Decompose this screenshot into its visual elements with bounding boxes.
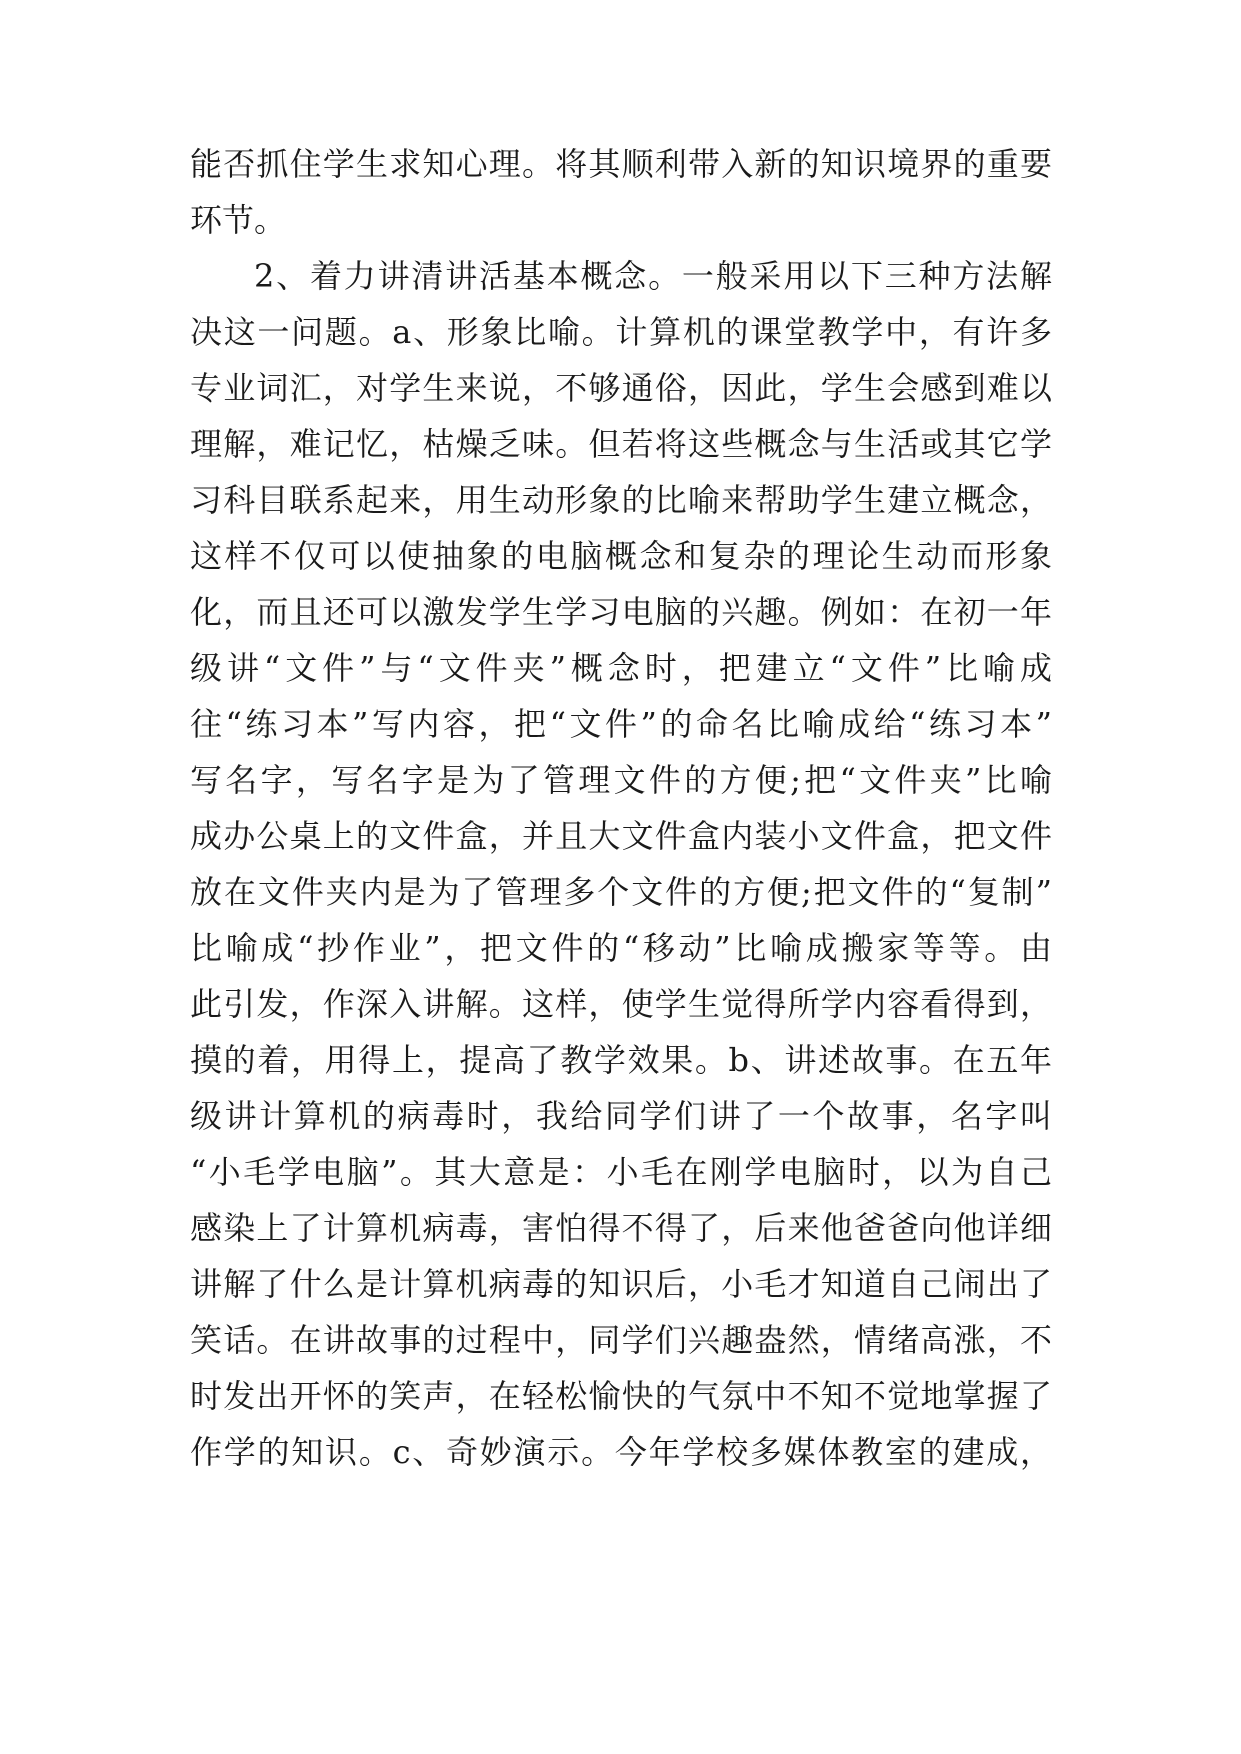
text-line: 写名字，写名字是为了管理文件的方便;把“文件夹”比喻 xyxy=(190,761,1052,799)
text-line: 成办公桌上的文件盒，并且大文件盒内装小文件盒，把文件 xyxy=(190,817,1052,855)
text-line: 此引发，作深入讲解。这样，使学生觉得所学内容看得到， xyxy=(190,985,1052,1023)
text-line: 摸的着，用得上，提高了教学效果。b、讲述故事。在五年 xyxy=(190,1041,1052,1079)
text-line: 能否抓住学生求知心理。将其顺利带入新的知识境界的重要 xyxy=(190,145,1052,183)
text-line: 讲解了什么是计算机病毒的知识后，小毛才知道自己闹出了 xyxy=(190,1265,1052,1303)
text-line: 比喻成“抄作业”，把文件的“移动”比喻成搬家等等。由 xyxy=(190,929,1052,967)
text-line: 专业词汇，对学生来说，不够通俗，因此，学生会感到难以 xyxy=(190,369,1052,407)
text-line: 习科目联系起来，用生动形象的比喻来帮助学生建立概念， xyxy=(190,481,1052,519)
text-line: 级讲计算机的病毒时，我给同学们讲了一个故事，名字叫 xyxy=(190,1097,1052,1135)
text-line: 决这一问题。a、形象比喻。计算机的课堂教学中，有许多 xyxy=(190,313,1052,351)
text-line: 时发出开怀的笑声，在轻松愉快的气氛中不知不觉地掌握了 xyxy=(190,1377,1052,1415)
text-line: 往“练习本”写内容，把“文件”的命名比喻成给“练习本” xyxy=(190,705,1052,743)
text-line: 这样不仅可以使抽象的电脑概念和复杂的理论生动而形象 xyxy=(190,537,1052,575)
text-line: 作学的知识。c、奇妙演示。今年学校多媒体教室的建成， xyxy=(190,1433,1052,1471)
text-line: 级讲“文件”与“文件夹”概念时，把建立“文件”比喻成 xyxy=(190,649,1052,687)
text-line: 化，而且还可以激发学生学习电脑的兴趣。例如：在初一年 xyxy=(190,593,1052,631)
paragraph-start-line: 2、着力讲清讲活基本概念。一般采用以下三种方法解 xyxy=(254,257,1052,295)
text-line: 环节。 xyxy=(190,201,287,239)
text-line: “小毛学电脑”。其大意是：小毛在刚学电脑时，以为自己 xyxy=(190,1153,1052,1191)
text-line: 放在文件夹内是为了管理多个文件的方便;把文件的“复制” xyxy=(190,873,1052,911)
text-line: 感染上了计算机病毒，害怕得不得了，后来他爸爸向他详细 xyxy=(190,1209,1052,1247)
text-line: 笑话。在讲故事的过程中，同学们兴趣盎然，情绪高涨，不 xyxy=(190,1321,1052,1359)
text-line: 理解，难记忆，枯燥乏味。但若将这些概念与生活或其它学 xyxy=(190,425,1052,463)
